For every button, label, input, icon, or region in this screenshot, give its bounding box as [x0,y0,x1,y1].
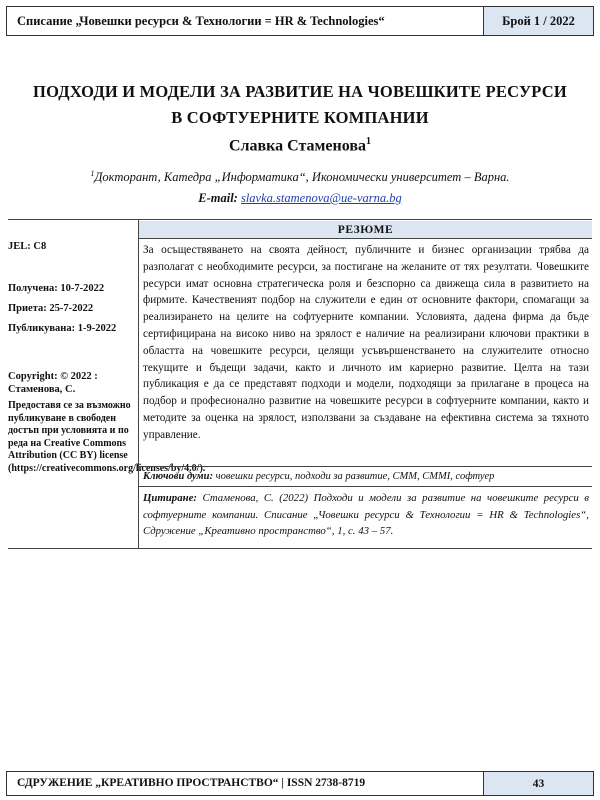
keywords-text: човешки ресурси, подходи за развитие, CMM, CMMI, софтуер [215,471,495,482]
copyright-notice: Copyright: © 2022 : Стаменова, С. [8,371,98,395]
bottom-divider [8,548,592,549]
affiliation-footnote-mark: 1 [90,169,95,178]
license-notice: Предоставя се за възможно публикуване в свободен достъп при условията и по реда на Creative Commons Attribution (CC BY) license (https://creativecommons.org/licenses/by/4.0/). [8,400,206,474]
citation-label: Цитиране: [143,492,197,504]
citation-text: Стаменова, С. (2022) Подходи и модели за развитие на човешките ресурси в софтуерните компании. Списание „Човешки ресурси & Технологии = HR & Technologies“, Сдружение „Креативно пространство“, 1, с. 43 – 57. [143,492,589,537]
journal-name: Списание „Човешки ресурси & Технологии = HR & Technologies“ [17,14,385,28]
email-link[interactable]: slavka.stamenova@ue-varna.bg [240,191,402,205]
article-title-line-1: ПОДХОДИ И МОДЕЛИ ЗА РАЗВИТИЕ НА ЧОВЕШКИТЕ РЕСУРСИ [33,82,567,101]
top-divider [8,219,592,220]
received-date: Получена: 10-7-2022 [8,283,105,294]
author-email [0,191,600,206]
footer-publisher: СДРУЖЕНИЕ „КРЕАТИВНО ПРОСТРАНСТВО“ | ISSN 2738-8719 [17,777,366,789]
email-label: E-mail: [198,191,238,205]
page-footer [6,771,594,796]
page-number: 43 [483,772,593,795]
citation-divider [139,486,592,487]
keywords-divider [139,466,592,467]
jel-code: JEL: C8 [8,241,47,252]
issue-number: Брой 1 / 2022 [483,7,593,35]
author-affiliation [0,169,600,185]
article-title [10,79,590,131]
citation [143,490,589,540]
abstract-heading: РЕЗЮМЕ [139,221,592,239]
abstract-text: За осъществяването на своята дейност, публичните и бизнес организации трябва да разполагат с необходимите ресурси, за постигане на желаните от тях резултати. Човешките ресурси имат основна стратегическа роля и безспорно са движеща сила в развитието на фирмите. Качественият подбор на служители е един от основните фактори, спомагащи за реализирането на целите на софтуерните компании. Условията, дадена фирма да бъде сертифицирана на високо ниво на зрялост е наличие на реализирани ключови практики в областта на човешките ресурси, целящи усъвършенстването на служителите относно текущите и бъдещи задачи, както и личното им кариерно развитие. Целта на тази публикация е да се представят подходи и модели, подходящи за прилагане в процеса на подбор и професионално развитие на човешките ресурси в софтуерните компании, както и методите за оценка на зрялост, използвани за създаване на ефективна система за тяхното управление. [143,244,589,441]
article-title-line-2: В СОФТУЕРНИТЕ КОМПАНИИ [171,108,429,127]
author-name-text: Славка Стаменова [228,137,366,155]
author-footnote-mark: 1 [366,136,371,147]
keywords [143,470,589,484]
page-header [6,6,594,36]
accepted-date: Приета: 25-7-2022 [8,303,94,314]
author-name [0,136,600,155]
column-divider [138,220,139,548]
published-date: Публикувана: 1-9-2022 [8,323,117,334]
keywords-label: Ключови думи: [143,471,213,482]
affiliation-text: Докторант, Катедра „Информатика“, Икономически университет – Варна. [94,170,510,185]
